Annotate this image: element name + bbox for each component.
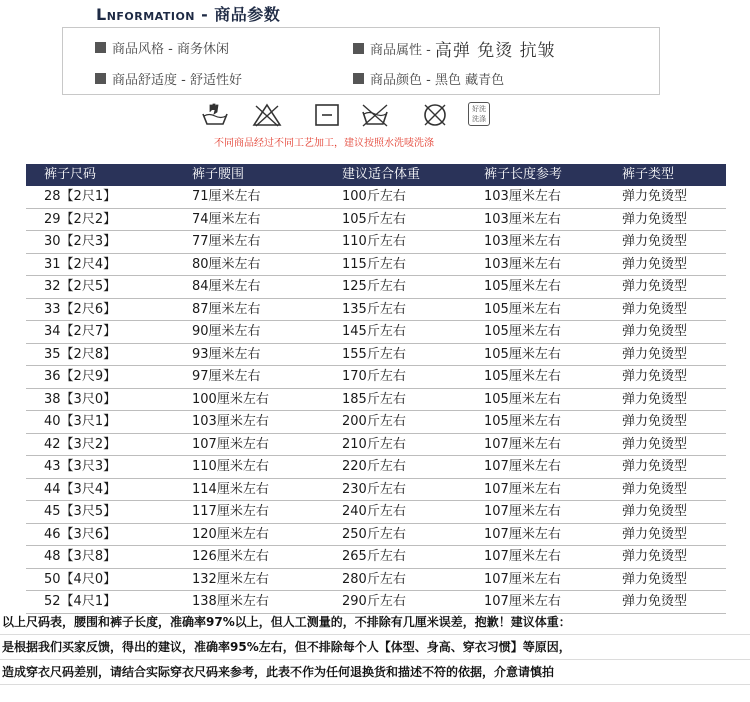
cell-waist: 100厘米左右 [192,391,269,407]
title-separator: - [195,5,215,24]
care-icons-row [200,102,490,130]
attr-comfort-text: 商品舒适度 - 舒适性好 [112,73,242,88]
cell-length: 107厘米左右 [484,481,561,497]
cell-length: 105厘米左右 [484,301,561,317]
no-bleach-icon [252,102,282,128]
table-row [26,344,726,367]
cell-size: 42【3尺2】 [44,436,117,452]
bullet-square-icon [353,43,364,54]
cell-type: 弹力免烫型 [622,189,688,204]
cell-weight: 105斤左右 [342,211,406,227]
cell-size: 31【2尺4】 [44,256,117,272]
table-row [26,254,726,277]
table-row [26,231,726,254]
cell-size: 52【4尺1】 [44,594,117,609]
cell-type: 弹力免烫型 [622,369,688,384]
cell-size: 36【2尺9】 [44,369,117,384]
cell-waist: 80厘米左右 [192,256,261,272]
table-row [26,434,726,457]
cell-waist: 138厘米左右 [192,594,269,609]
cell-size: 43【3尺3】 [44,459,117,474]
cell-waist: 110厘米左右 [192,459,269,474]
cell-waist: 90厘米左右 [192,324,261,339]
cell-length: 105厘米左右 [484,324,561,339]
bullet-square-icon [95,42,106,53]
cell-weight: 200斤左右 [342,414,406,429]
note-line-1: 以上尺码表，腰围和裤子长度，准确率97%以上，但人工测量的，不排除有几厘米误差，抱歉！建议体重： [0,610,750,635]
cell-weight: 230斤左右 [342,481,406,497]
cell-waist: 93厘米左右 [192,346,261,362]
table-row [26,569,726,592]
cell-type: 弹力免烫型 [622,279,688,294]
cell-weight: 280斤左右 [342,571,406,587]
attr-style-text: 商品风格 - 商务休闲 [112,42,229,57]
table-row [26,299,726,322]
cell-size: 28【2尺1】 [44,189,117,204]
cell-type: 弹力免烫型 [622,234,688,249]
no-dry-clean-icon [420,102,450,128]
cell-length: 103厘米左右 [484,256,561,272]
page-title [96,2,280,25]
table-row [26,411,726,434]
cell-size: 46【3尺6】 [44,526,117,542]
cell-size: 34【2尺7】 [44,324,117,339]
cell-size: 48【3尺8】 [44,549,117,564]
header-weight: 建议适合体重 [342,167,421,182]
cell-weight: 185斤左右 [342,391,406,407]
cell-weight: 250斤左右 [342,526,406,542]
cell-weight: 155斤左右 [342,346,406,362]
cell-waist: 84厘米左右 [192,279,261,294]
attributes-panel [62,27,660,95]
cell-type: 弹力免烫型 [622,549,688,564]
cell-type: 弹力免烫型 [622,594,688,609]
cell-size: 32【2尺5】 [44,279,117,294]
cell-type: 弹力免烫型 [622,256,688,272]
easy-wash-icon: 好洗洗涤 [468,102,490,126]
cell-length: 107厘米左右 [484,459,561,474]
header-length: 裤子长度参考 [484,167,563,182]
header-waist: 裤子腰围 [192,167,245,182]
cell-weight: 265斤左右 [342,549,406,564]
cell-length: 107厘米左右 [484,526,561,542]
cell-length: 105厘米左右 [484,369,561,384]
size-notes [0,610,750,685]
table-row [26,456,726,479]
hand-wash-icon [200,102,230,128]
cell-type: 弹力免烫型 [622,301,688,317]
cell-length: 105厘米左右 [484,391,561,407]
cell-length: 107厘米左右 [484,594,561,609]
cell-type: 弹力免烫型 [622,324,688,339]
cell-size: 35【2尺8】 [44,346,117,362]
cell-waist: 103厘米左右 [192,414,269,429]
attr-color-text: 商品颜色 - 黑色 藏青色 [370,73,505,88]
table-row [26,366,726,389]
bullet-square-icon [353,73,364,84]
cell-length: 107厘米左右 [484,436,561,452]
cell-length: 107厘米左右 [484,571,561,587]
title-chinese: 商品参数 [214,5,281,24]
attr-style [95,38,229,57]
cell-waist: 71厘米左右 [192,189,261,204]
cell-weight: 170斤左右 [342,369,406,384]
cell-waist: 117厘米左右 [192,504,269,519]
cell-size: 50【4尺0】 [44,571,117,587]
header-size: 裤子尺码 [44,167,97,182]
cell-length: 103厘米左右 [484,189,561,204]
cell-type: 弹力免烫型 [622,526,688,542]
no-wring-icon [360,102,390,128]
bullet-square-icon [95,73,106,84]
attr-color [353,69,504,88]
cell-weight: 240斤左右 [342,504,406,519]
title-english: Lnformation [96,5,195,24]
cell-length: 105厘米左右 [484,279,561,294]
size-table [26,164,726,614]
cell-type: 弹力免烫型 [622,571,688,587]
attr-property [353,36,556,61]
tumble-dry-icon [312,102,342,128]
cell-waist: 126厘米左右 [192,549,269,564]
table-header [26,164,726,186]
cell-type: 弹力免烫型 [622,346,688,362]
cell-waist: 132厘米左右 [192,571,269,587]
cell-weight: 135斤左右 [342,301,406,317]
cell-type: 弹力免烫型 [622,391,688,407]
attr-comfort [95,69,242,88]
cell-length: 105厘米左右 [484,414,561,429]
note-line-3: 造成穿衣尺码差别，请结合实际穿衣尺码来参考，此表不作为任何退换货和描述不符的依据，介意请慎拍 [0,660,750,685]
table-row [26,546,726,569]
table-row [26,186,726,209]
cell-type: 弹力免烫型 [622,481,688,497]
cell-waist: 107厘米左右 [192,436,269,452]
cell-length: 103厘米左右 [484,234,561,249]
cell-weight: 290斤左右 [342,594,406,609]
table-row [26,524,726,547]
cell-length: 105厘米左右 [484,346,561,362]
cell-waist: 120厘米左右 [192,526,269,542]
cell-waist: 77厘米左右 [192,234,261,249]
cell-size: 45【3尺5】 [44,504,117,519]
attr-property-label: 商品属性 - [370,43,431,58]
cell-weight: 220斤左右 [342,459,406,474]
cell-type: 弹力免烫型 [622,459,688,474]
cell-size: 30【2尺3】 [44,234,117,249]
table-row [26,276,726,299]
cell-waist: 74厘米左右 [192,211,261,227]
cell-weight: 210斤左右 [342,436,406,452]
attr-property-value: 高弹 免烫 抗皱 [434,41,556,61]
cell-type: 弹力免烫型 [622,211,688,227]
cell-weight: 100斤左右 [342,189,406,204]
cell-weight: 110斤左右 [342,234,406,249]
cell-weight: 145斤左右 [342,324,406,339]
table-row [26,209,726,232]
cell-size: 33【2尺6】 [44,301,117,317]
care-note: 不同商品经过不同工艺加工，建议按照水洗唛洗涤 [214,138,434,149]
note-line-2: 是根据我们买家反馈，得出的建议，准确率95%左右，但不排除每个人【体型、身高、穿衣习惯】等原因， [0,635,750,660]
cell-size: 29【2尺2】 [44,211,117,227]
cell-weight: 115斤左右 [342,256,406,272]
table-row [26,321,726,344]
cell-length: 107厘米左右 [484,549,561,564]
table-row [26,479,726,502]
cell-type: 弹力免烫型 [622,414,688,429]
cell-length: 103厘米左右 [484,211,561,227]
cell-type: 弹力免烫型 [622,436,688,452]
cell-waist: 97厘米左右 [192,369,261,384]
cell-length: 107厘米左右 [484,504,561,519]
header-type: 裤子类型 [622,167,675,182]
table-row [26,389,726,412]
table-body [26,186,726,614]
cell-weight: 125斤左右 [342,279,406,294]
cell-size: 38【3尺0】 [44,391,117,407]
cell-waist: 87厘米左右 [192,301,261,317]
table-row [26,501,726,524]
cell-size: 44【3尺4】 [44,481,117,497]
cell-waist: 114厘米左右 [192,481,269,497]
cell-size: 40【3尺1】 [44,414,117,429]
cell-type: 弹力免烫型 [622,504,688,519]
